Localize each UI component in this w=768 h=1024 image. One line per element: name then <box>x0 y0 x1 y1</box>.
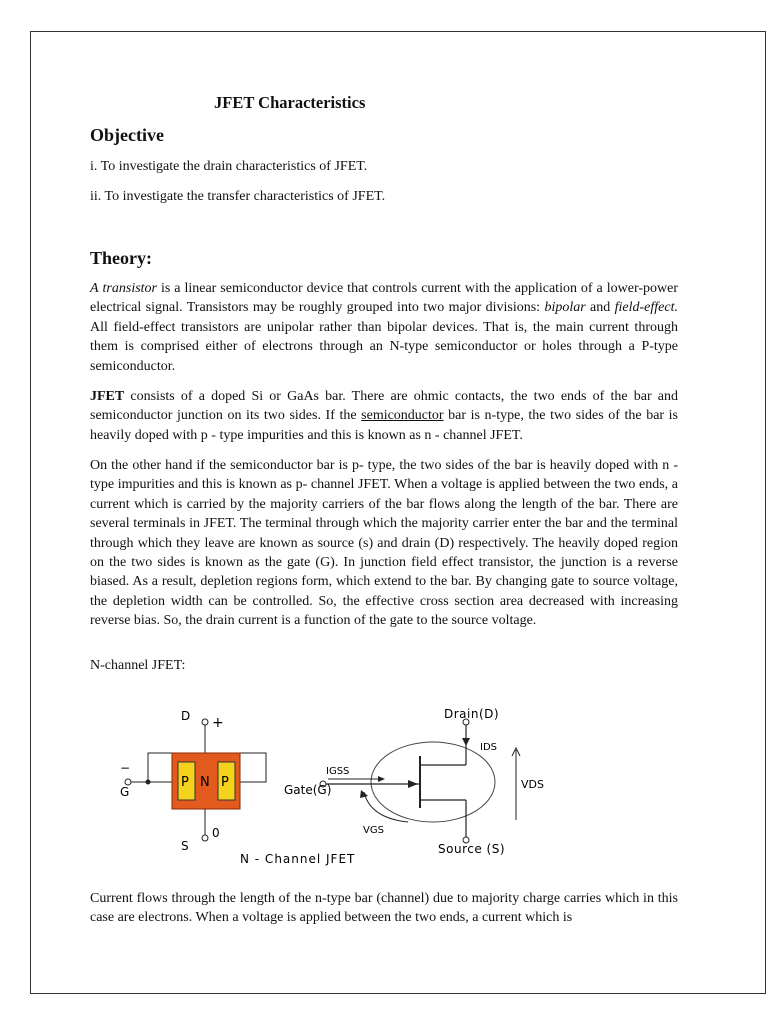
label-plus: + <box>212 715 224 731</box>
label-zero: 0 <box>212 826 220 840</box>
label-p-left: P <box>181 775 189 790</box>
label-gate: Gate(G) <box>284 783 332 797</box>
semiconductor-link[interactable]: semiconductor <box>361 408 444 424</box>
paragraph-4: Current flows through the length of the n-type bar (channel) due to majority charge carries which in this case are electrons. When a voltage is applied between the two ends, a current which is <box>90 891 678 926</box>
objective-item-2: ii. To investigate the transfer characteristics of JFET. <box>90 189 386 204</box>
label-vds: VDS <box>521 778 544 791</box>
label-igss: IGSS <box>326 766 350 777</box>
p2-text-1: consists of a doped Si or GaAs bar. There are ohmic contacts, the two ends of the bar and semiconductor junction on its two sides. If the <box>90 389 678 424</box>
gate-junction-dot <box>146 780 151 785</box>
label-minus: − <box>120 761 131 775</box>
n-channel-jfet-diagram <box>108 700 544 870</box>
ids-arrow-icon <box>462 738 470 746</box>
theory-heading: Theory: <box>90 248 152 268</box>
italic-transistor: transistor <box>102 281 157 296</box>
label-source: Source (S) <box>438 842 506 856</box>
gate-arrow-icon <box>408 780 418 788</box>
label-p-right: P <box>221 775 229 790</box>
p1-text-1: is a linear semiconductor device that controls current with the application of a lower-power electrical signal. Transistors may be roughly grouped into two major divisions: <box>90 281 678 316</box>
italic-a: A <box>90 281 99 296</box>
vgs-arrow-icon <box>360 790 368 798</box>
p2-text-2: bar is n-type, the two sides of the bar is heavily doped with p - type impurities and this is known as n - channel JFET. <box>90 408 678 443</box>
theory-paragraph-1 <box>90 279 678 376</box>
symbol-circle <box>371 742 495 822</box>
label-s: S <box>181 839 189 853</box>
label-ids: IDS <box>480 742 497 753</box>
objective-item-1: i. To investigate the drain characteristics of JFET. <box>90 159 368 174</box>
theory-paragraph-3: On the other hand if the semiconductor bar is p- type, the two sides of the bar is heavily doped with n - type impurities and this is known as p- channel JFET. When a voltage is applied between the two ends, a current which is carried by the majority carriers of the bar flows along the length of the bar. There are several terminals in JFET. The terminal through which the majority carrier enter the bar and the terminal through which they leave are known as source (s) and drain (D) respectively. The heavily doped region on the two sides is known as the gate (G). In junction field effect transistor, the junction is a reverse biased. As a result, depletion regions form, which extend to the bar. By changing gate to source voltage, the depletion width can be controlled. So, the effective cross section area decreased with increasing reverse bias. So, the drain current is a function of the gate to the source voltage. <box>90 458 678 629</box>
page-title: JFET Characteristics <box>214 93 366 112</box>
n-channel-label: N-channel JFET: <box>90 658 186 673</box>
drain-terminal <box>202 719 208 725</box>
label-drain: Drain(D) <box>444 707 500 721</box>
label-g: G <box>120 785 130 799</box>
diagram-caption: N - Channel JFET <box>240 852 356 866</box>
objective-heading: Objective <box>90 125 164 145</box>
igss-arrow-icon <box>378 776 385 782</box>
p1-text-2: All field-effect transistors are unipolar rather than bipolar devices. That is, the main current through them is comprised either of electrons through an N-type semiconductor or holes through a P-type semiconductor. <box>90 319 678 374</box>
theory-paragraph-2 <box>90 387 678 445</box>
jfet-symbol <box>284 707 544 856</box>
vgs-curve <box>364 792 408 822</box>
p1-and: and <box>585 300 615 316</box>
label-d: D <box>181 709 191 723</box>
label-n: N <box>200 775 210 790</box>
italic-field-effect: field-effect. <box>614 300 678 316</box>
bold-jfet: JFET <box>90 389 125 404</box>
source-terminal <box>202 835 208 841</box>
italic-bipolar: bipolar <box>544 300 586 316</box>
label-vgs: VGS <box>363 825 384 836</box>
